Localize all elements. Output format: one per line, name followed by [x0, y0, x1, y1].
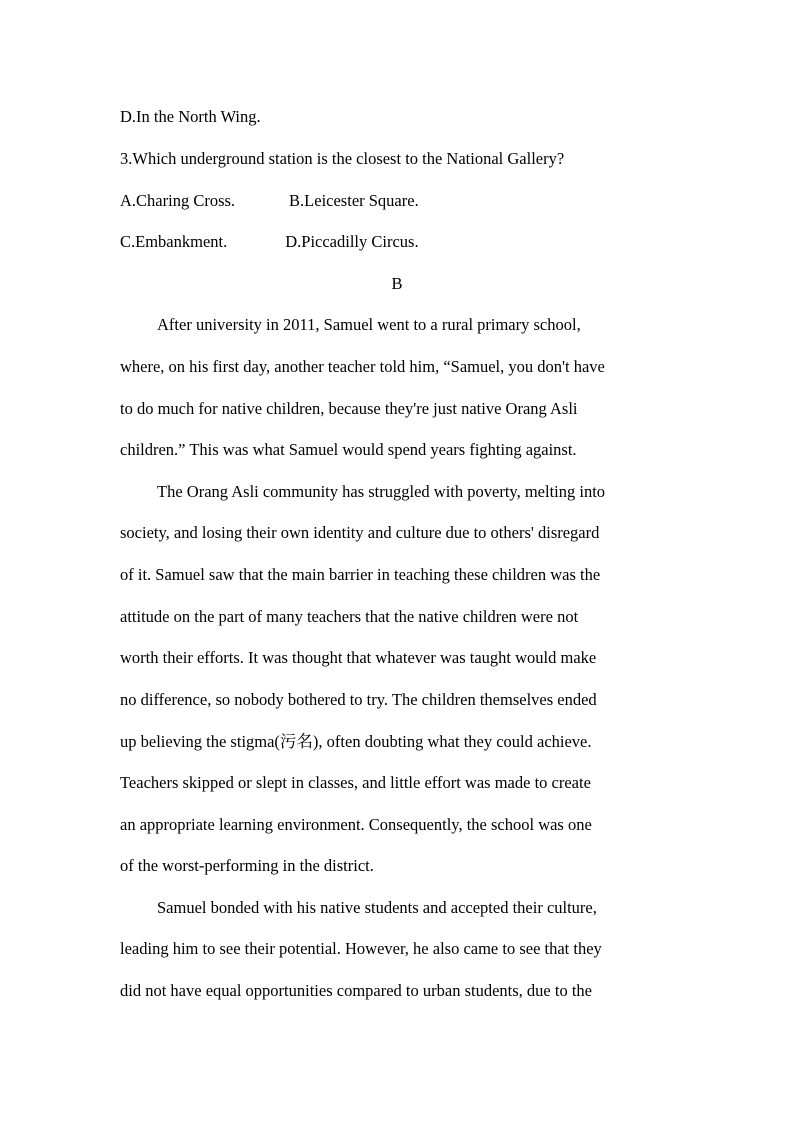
passage-line: an appropriate learning environment. Consequently, the school was one [120, 815, 592, 834]
passage-line: worth their efforts. It was thought that whatever was taught would make [120, 648, 597, 667]
passage-line: After university in 2011, Samuel went to a rural primary school, [157, 315, 581, 334]
passage-line: of the worst-performing in the district. [120, 856, 374, 875]
passage-line: no difference, so nobody bothered to try. The children themselves ended [120, 690, 597, 709]
q3-options-row-1 [120, 189, 676, 213]
passage-line: up believing the stigma(污名), often doubting what they could achieve. [120, 732, 592, 751]
passage-line: society, and losing their own identity and culture due to others' disregard [120, 523, 600, 542]
passage-line: Teachers skipped or slept in classes, and little effort was made to create [120, 773, 591, 792]
q2-option-d: D.In the North Wing. [120, 107, 261, 126]
passage-line: to do much for native children, because they're just native Orang Asli [120, 399, 578, 418]
q3-option-c: C.Embankment. [120, 232, 228, 251]
passage-line: The Orang Asli community has struggled with poverty, melting into [157, 482, 606, 501]
passage-line: did not have equal opportunities compared to urban students, due to the [120, 981, 592, 1000]
q3-option-d: D.Piccadilly Circus. [285, 232, 419, 251]
q3-option-a: A.Charing Cross. [120, 191, 236, 210]
passage-line: attitude on the part of many teachers that the native children were not [120, 607, 579, 626]
passage-line: where, on his first day, another teacher told him, “Samuel, you don't have [120, 357, 605, 376]
q3-options-row-2 [120, 230, 676, 254]
passage-line: children.” This was what Samuel would spend years fighting against. [120, 440, 577, 459]
q3-option-b: B.Leicester Square. [289, 191, 419, 210]
passage-line: of it. Samuel saw that the main barrier in teaching these children was the [120, 565, 601, 584]
passage-line: Samuel bonded with his native students and accepted their culture, [157, 898, 597, 917]
q3-stem: 3.Which underground station is the closest to the National Gallery? [120, 149, 565, 168]
section-label: B [391, 274, 403, 293]
passage-line: leading him to see their potential. However, he also came to see that they [120, 939, 602, 958]
